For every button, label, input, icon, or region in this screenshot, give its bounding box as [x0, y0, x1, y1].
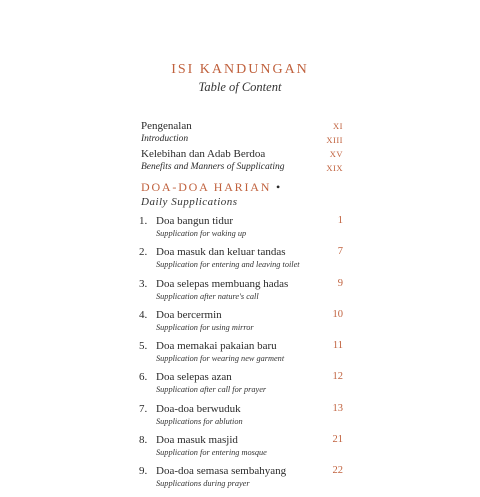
toc-page-number: XV — [329, 149, 343, 159]
item-number: 1. — [139, 215, 148, 227]
item-label: Doa masuk masjid — [156, 434, 238, 447]
item-translation: Supplications for ablution — [156, 416, 243, 426]
section-subtitle: Daily Supplications — [141, 196, 238, 208]
item-number: 9. — [139, 465, 148, 478]
item-translation: Supplication for entering and leaving toilet — [156, 260, 300, 270]
item-translation: Supplication for entering mosque — [156, 448, 267, 458]
item-page-number: 13 — [332, 402, 343, 414]
list-item[interactable] — [139, 371, 343, 402]
item-label: Doa selepas membuang hadas — [156, 277, 289, 290]
toc-entry-label: Kelebihan dan Adab Berdoa — [141, 148, 266, 160]
item-number: 8. — [139, 434, 148, 447]
item-label: Doa bangun tidur — [156, 215, 233, 227]
bullet-icon: • — [276, 180, 281, 194]
list-item[interactable] — [139, 434, 343, 465]
toc-entry[interactable] — [141, 162, 343, 176]
list-item[interactable] — [139, 403, 343, 434]
item-label: Doa masuk dan keluar tandas — [156, 246, 286, 259]
item-translation: Supplications during prayer — [156, 479, 250, 489]
item-number: 2. — [139, 246, 148, 259]
item-label: Doa memakai pakaian baru — [156, 340, 277, 353]
item-translation: Supplication after nature's call — [156, 291, 259, 301]
item-translation: Supplication for using mirror — [156, 322, 254, 332]
page-subtitle: Table of Content — [198, 80, 282, 94]
toc-entry[interactable] — [141, 134, 343, 148]
list-item[interactable] — [139, 246, 343, 277]
item-number: 3. — [139, 277, 148, 290]
intro-list — [141, 120, 343, 176]
item-label: Doa-doa berwuduk — [156, 402, 241, 415]
section-title — [141, 180, 280, 195]
item-number: 5. — [139, 340, 148, 353]
section-title-text: DOA-DOA HARIAN — [141, 180, 272, 194]
item-number: 6. — [139, 371, 148, 384]
item-page-number: 11 — [332, 340, 343, 352]
item-page-number: 21 — [332, 434, 343, 446]
list-item[interactable] — [139, 215, 343, 246]
item-page-number: 1 — [337, 215, 343, 226]
toc-page-number: XIX — [326, 163, 343, 173]
item-page-number: 10 — [332, 308, 343, 320]
toc-entry[interactable] — [141, 120, 343, 134]
list-item[interactable] — [139, 278, 343, 309]
toc-entry-label: Introduction — [141, 134, 189, 144]
list-item[interactable] — [139, 465, 343, 496]
page-title: ISI KANDUNGAN — [171, 62, 309, 77]
item-label: Doa bercermin — [156, 308, 222, 321]
item-page-number: 9 — [337, 277, 343, 289]
list-item[interactable] — [139, 309, 343, 340]
toc-entry[interactable] — [141, 148, 343, 162]
item-label: Doa-doa semasa sembahyang — [156, 465, 287, 478]
toc-page-number: XIII — [326, 135, 343, 145]
item-page-number: 22 — [332, 465, 343, 477]
item-label: Doa selepas azan — [156, 371, 232, 384]
toc-entry-label: Benefits and Manners of Supplicating — [141, 162, 285, 172]
item-number: 4. — [139, 308, 148, 321]
supplication-list — [139, 215, 343, 497]
item-number: 7. — [139, 402, 148, 415]
item-translation: Supplication for wearing new garment — [156, 354, 285, 364]
item-page-number: 12 — [332, 371, 343, 383]
item-translation: Supplication for waking up — [156, 229, 247, 238]
item-translation: Supplication after call for prayer — [156, 385, 267, 395]
list-item[interactable] — [139, 340, 343, 371]
toc-page-number: XI — [333, 121, 343, 131]
toc-entry-label: Pengenalan — [141, 120, 192, 132]
item-page-number: 7 — [337, 246, 343, 258]
